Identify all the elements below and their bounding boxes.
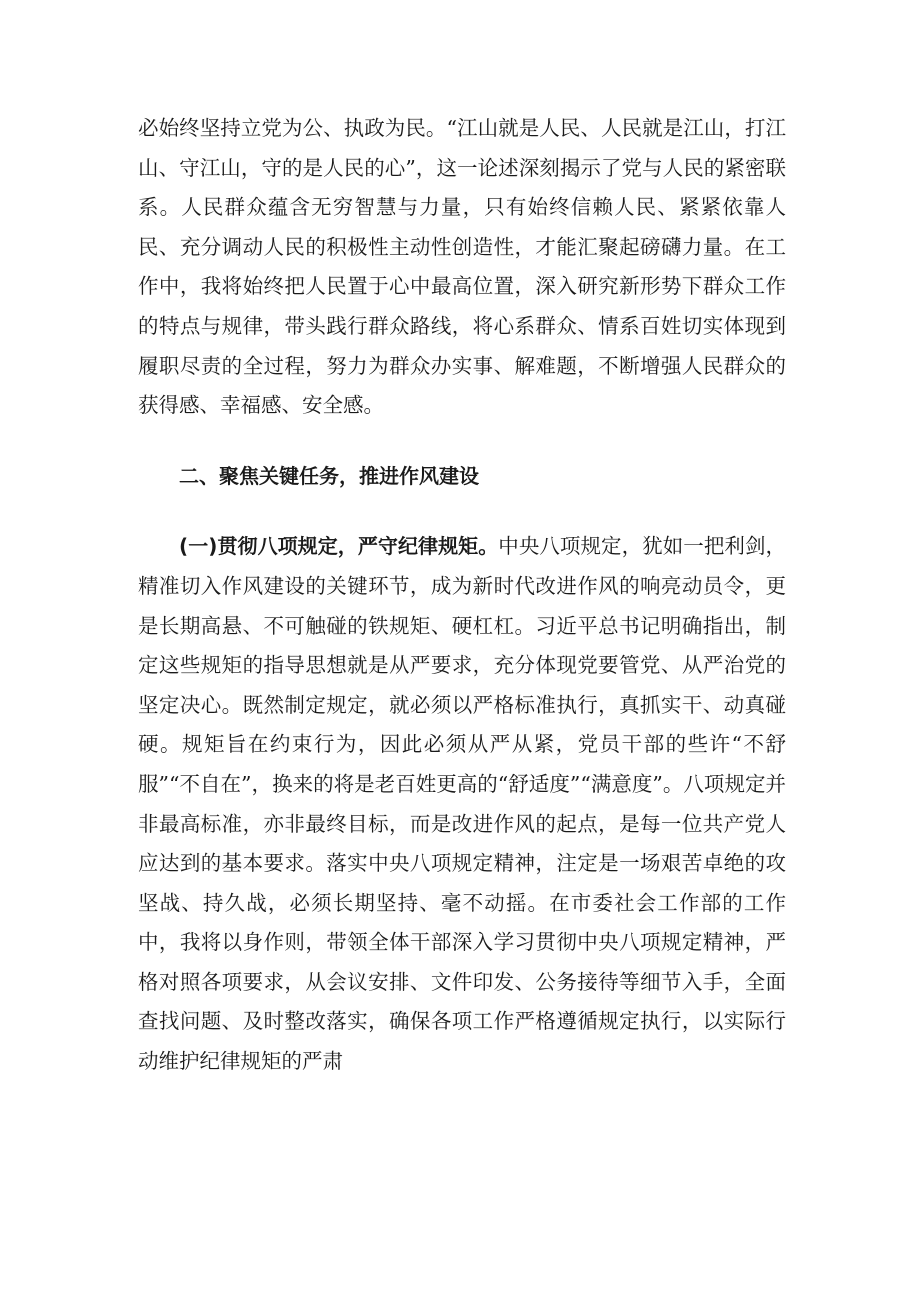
body-paragraph-eight-rules xyxy=(138,527,786,1081)
section-heading: 二、聚焦关键任务，推进作风建设 xyxy=(179,463,479,488)
body-paragraph-continued: 必始终坚持立党为公、执政为民。“江山就是人民、人民就是江山，打江山、守江山，守的是人民的心”，这一论述深刻揭示了党与人民的紧密联系。人民群众蕴含无穷智慧与力量，只有始终信赖人民、紧紧依靠人民、充分调动人民的积极性主动性创造性，才能汇聚起磅礴力量。在工作中，我将始终把人民置于心中最高位置，深入研究新形势下群众工作的特点与规律，带头践行群众路线，将心系群众、情系百姓切实体现到履职尽责的全过程，努力为群众办实事、解难题，不断增强人民群众的获得感、幸福感、安全感。 xyxy=(138,116,786,418)
document-page xyxy=(138,109,786,1082)
subsection-body: 中央八项规定，犹如一把利剑，精准切入作风建设的关键环节，成为新时代改进作风的响亮动员令，更是长期高悬、不可触碰的铁规矩、硬杠杠。习近平总书记明确指出，制定这些规矩的指导思想就是从严要求，充分体现党要管党、从严治党的坚定决心。既然制定规定，就必须以严格标准执行，真抓实干、动真碰硬。规矩旨在约束行为，因此必须从严从紧，党员干部的些许“不舒服”“不自在”，换来的将是老百姓更高的“舒适度”“满意度”。八项规定并非最高标准，亦非最终目标，而是改进作风的起点，是每一位共产党人应达到的基本要求。落实中央八项规定精神，注定是一场艰苦卓绝的攻坚战、持久战，必须长期坚持、毫不动摇。在市委社会工作部的工作中，我将以身作则，带领全体干部深入学习贯彻中央八项规定精神，严格对照各项要求，从会议安排、文件印发、公务接待等细节入手，全面查找问题、及时整改落实，确保各项工作严格遵循规定执行，以实际行动维护纪律规矩的严肃 xyxy=(138,534,787,1074)
subsection-lead: (一)贯彻八项规定，严守纪律规矩。 xyxy=(179,534,499,559)
